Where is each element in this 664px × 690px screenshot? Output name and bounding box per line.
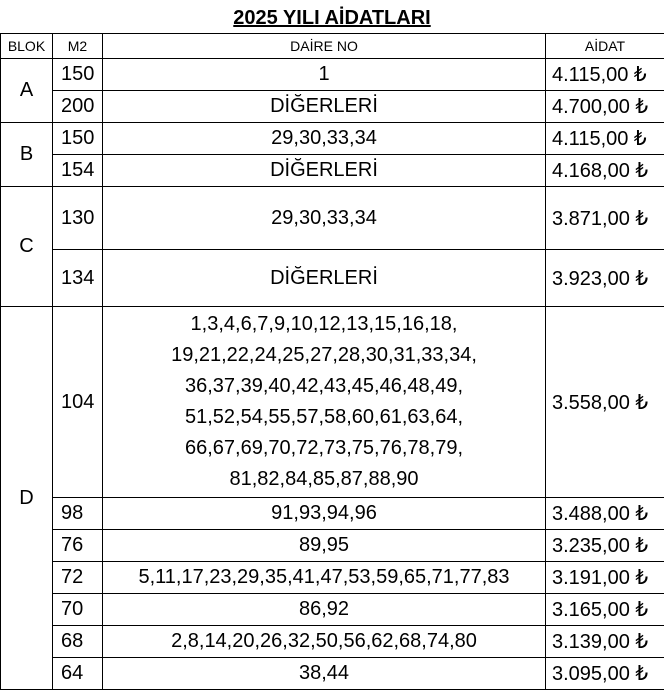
table-row [1, 594, 664, 626]
m2-cell: 70 [53, 594, 103, 626]
m2-cell: 64 [53, 658, 103, 690]
aidat-cell: 3.871,00 ₺ [546, 187, 664, 250]
aidat-cell: 3.165,00 ₺ [546, 594, 664, 626]
daire-cell: 2,8,14,20,26,32,50,56,62,68,74,80 [103, 626, 546, 658]
block-cell-d: D [1, 307, 53, 690]
page-title: 2025 YILI AİDATLARI [0, 0, 664, 33]
aidat-cell: 3.923,00 ₺ [546, 250, 664, 307]
daire-cell: 38,44 [103, 658, 546, 690]
m2-cell: 72 [53, 562, 103, 594]
table-row [1, 250, 664, 307]
daire-cell: 5,11,17,23,29,35,41,47,53,59,65,71,77,83 [103, 562, 546, 594]
daire-line: 19,21,22,24,25,27,28,30,31,33,34, [109, 340, 539, 371]
m2-cell: 68 [53, 626, 103, 658]
block-cell-a: A [1, 59, 53, 123]
header-row [1, 34, 664, 59]
daire-cell: 89,95 [103, 530, 546, 562]
daire-cell: 1 [103, 59, 546, 91]
m2-cell: 130 [53, 187, 103, 250]
m2-cell: 200 [53, 91, 103, 123]
m2-cell: 134 [53, 250, 103, 307]
daire-line: 36,37,39,40,42,43,45,46,48,49, [109, 371, 539, 402]
aidat-cell: 4.115,00 ₺ [546, 59, 664, 91]
daire-cell: DİĞERLERİ [103, 155, 546, 187]
block-cell-c: C [1, 187, 53, 307]
daire-line: 1,3,4,6,7,9,10,12,13,15,16,18, [109, 309, 539, 340]
m2-cell: 154 [53, 155, 103, 187]
table-row [1, 91, 664, 123]
dues-table [0, 33, 664, 690]
m2-cell: 150 [53, 59, 103, 91]
aidat-cell: 3.558,00 ₺ [546, 307, 664, 498]
header-daire-no: DAİRE NO [103, 34, 546, 59]
table-row [1, 59, 664, 91]
table-row [1, 155, 664, 187]
m2-cell: 76 [53, 530, 103, 562]
aidat-cell: 3.488,00 ₺ [546, 498, 664, 530]
daire-cell: 29,30,33,34 [103, 123, 546, 155]
table-row [1, 562, 664, 594]
daire-cell-multiline [103, 307, 546, 498]
daire-cell: 29,30,33,34 [103, 187, 546, 250]
daire-cell: DİĞERLERİ [103, 91, 546, 123]
block-cell-b: B [1, 123, 53, 187]
table-row [1, 187, 664, 250]
aidat-cell: 3.191,00 ₺ [546, 562, 664, 594]
daire-line: 81,82,84,85,87,88,90 [109, 464, 539, 495]
m2-cell: 104 [53, 307, 103, 498]
aidat-cell: 4.168,00 ₺ [546, 155, 664, 187]
table-row [1, 626, 664, 658]
m2-cell: 98 [53, 498, 103, 530]
daire-cell: DİĞERLERİ [103, 250, 546, 307]
daire-cell: 86,92 [103, 594, 546, 626]
table-row [1, 307, 664, 498]
daire-line: 66,67,69,70,72,73,75,76,78,79, [109, 433, 539, 464]
table-row [1, 123, 664, 155]
m2-cell: 150 [53, 123, 103, 155]
daire-line: 51,52,54,55,57,58,60,61,63,64, [109, 402, 539, 433]
aidat-cell: 3.235,00 ₺ [546, 530, 664, 562]
header-m2: M2 [53, 34, 103, 59]
daire-cell: 91,93,94,96 [103, 498, 546, 530]
header-aidat: AİDAT [546, 34, 664, 59]
aidat-cell: 3.139,00 ₺ [546, 626, 664, 658]
table-row [1, 530, 664, 562]
aidat-cell: 4.115,00 ₺ [546, 123, 664, 155]
table-row [1, 498, 664, 530]
aidat-cell: 4.700,00 ₺ [546, 91, 664, 123]
header-blok: BLOK [1, 34, 53, 59]
aidat-cell: 3.095,00 ₺ [546, 658, 664, 690]
